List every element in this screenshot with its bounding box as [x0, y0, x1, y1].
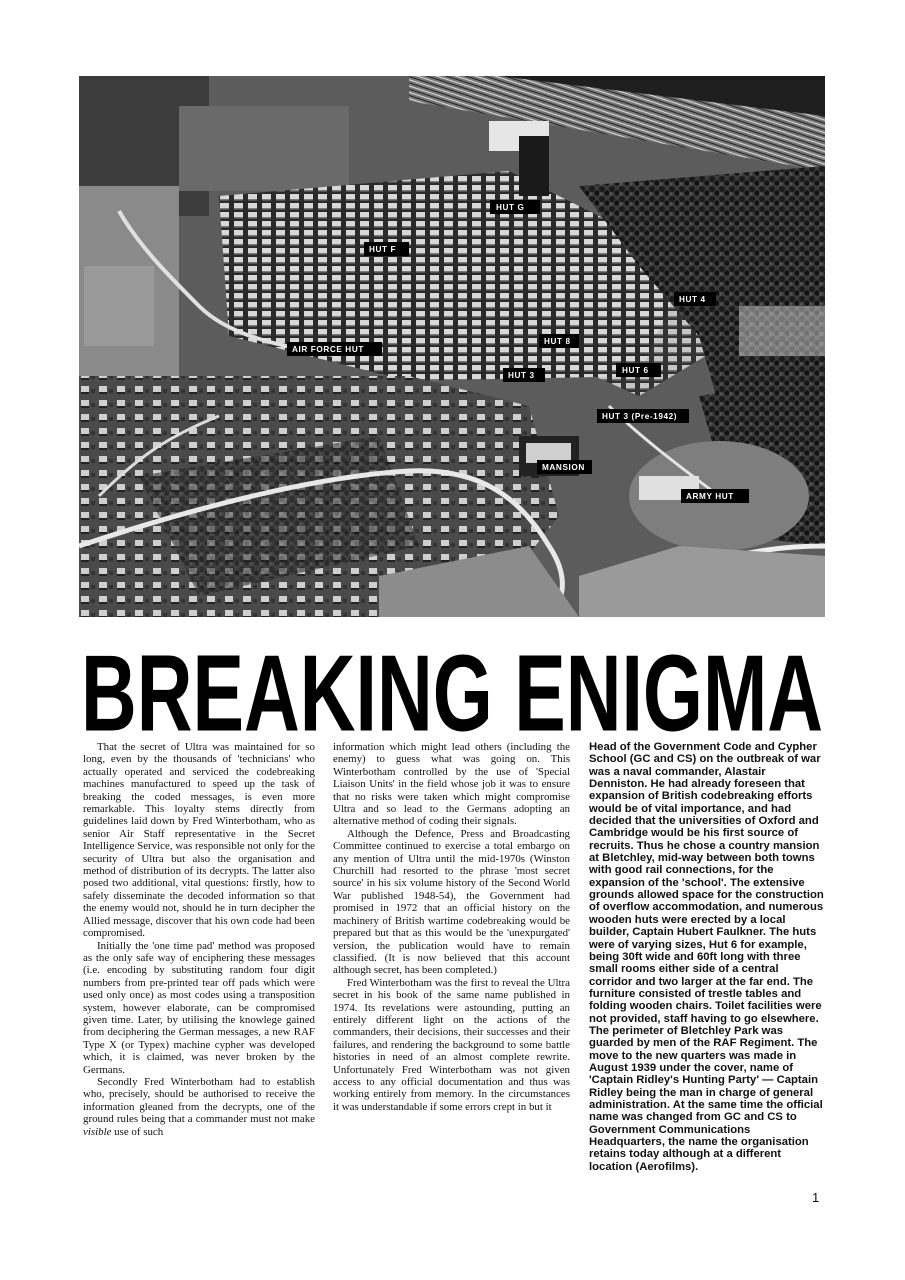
- article-column-1: [83, 741, 315, 1138]
- paragraph: Fred Winterbotham was the first to reveal the Ultra secret in his book of the same name published in 1974. Its revelations were astounding, putting an entirely different light on the actions of the commanders, their decisions, their successes and their failures, and rendering the background to some battle histories in need of an almost complete rewrite. Unfortunately Fred Winterbotham was not given access to any official documentation and thus was working entirely from memory. In the circumstances it was understandable if some errors crept in but it: [333, 976, 570, 1113]
- svg-text:HUT 8: HUT 8: [544, 337, 571, 346]
- paragraph: Initially the 'one time pad' method was proposed as the only safe way of enciphering these messages (i.e. encoding by substituting random four digit numbers from pre-printed tear off pads which were used only once) as most codes using a transposition system, however elaborate, can be compromised given time. Later, by utilising the knowlege gained from deciphering the German messages, a new RAF Type X (or Typex) machine cypher was developed which, it is claimed, was never broken by the Germans.: [83, 939, 315, 1076]
- label-hut-3-pre-1942: [597, 409, 689, 423]
- label-hut-4: [674, 292, 716, 306]
- label-hut-8: [539, 334, 579, 348]
- svg-text:HUT 4: HUT 4: [679, 295, 706, 304]
- svg-text:BREAKING ENIGMA: BREAKING ENIGMA: [80, 632, 823, 736]
- label-army-hut: [681, 489, 749, 503]
- aerial-photograph: [79, 76, 825, 617]
- photo-caption-column: [589, 741, 825, 1173]
- label-air-force-hut: [287, 342, 382, 356]
- svg-text:MANSION: MANSION: [542, 463, 585, 472]
- paragraph: Although the Defence, Press and Broadcasting Committee continued to exercise a total embargo on any mention of Ultra until the mid-1970s (Winston Churchill had resorted to the phrase 'most secret source' in his six volume history of the Second World War published 1948-54), the Government had promised in 1972 that an official history on the machinery of British wartime codebreaking would be prepared but that as this would be the 'unexpurgated' version, the publication would have to remain classified. (It is now believed that this account although secret, has been completed.): [333, 827, 570, 977]
- page-number: 1: [812, 1190, 820, 1205]
- label-mansion: [537, 460, 592, 474]
- emphasis: visible: [83, 1125, 112, 1138]
- headline: [79, 624, 825, 736]
- paragraph: That the secret of Ultra was maintained for so long, even by the thousands of 'technicians' who actually operated and serviced the codebreaking machines manufactured to speed up the task of breaking the coded messages, is even more remarkable. This loyalty stems directly from guidelines laid down by Fred Winterbotham, who as senior Air Staff representative in the Secret Intelligence Service, was responsible not only for the security of Ultra but also the organisation and method of distribution of its decrypts. The latter also posed two additional, vital questions: firstly, how to safely disseminate the decoded information so that the enemy would not, should he in turn decipher the Allied message, discover that his own code had been compromised.: [83, 741, 315, 940]
- paragraph: Secondly Fred Winterbotham had to establish who, precisely, should be authorised to receive the information gleaned from the decrypts, one of the ground rules being that a commander must not make visible use of such: [83, 1075, 315, 1138]
- label-hut-3: [503, 368, 545, 382]
- label-hut-f: [364, 242, 409, 256]
- paragraph: information which might lead others (including the enemy) to guess what was going on. This Winterbotham controlled by the use of 'Special Liaison Units' in the field whose job it was to ensure that no risks were taken which might compromise Ultra and so lead to the Germans adopting an alternative method of coding their signals.: [333, 741, 570, 828]
- svg-text:ARMY HUT: ARMY HUT: [686, 492, 734, 501]
- svg-text:HUT 3: HUT 3: [508, 371, 535, 380]
- svg-text:HUT F: HUT F: [369, 245, 397, 254]
- label-hut-6: [616, 363, 661, 377]
- svg-text:AIR FORCE HUT: AIR FORCE HUT: [292, 345, 364, 354]
- label-hut-g: [490, 200, 540, 214]
- caption-paragraph: Head of the Government Code and Cypher School (GC and CS) on the outbreak of war was a naval commander, Alastair Denniston. He had already foreseen that expansion of British codebreaking efforts would be of vital importance, and had decided that the universities of Oxford and Cambridge would be his first source of recruits. Thus he chose a country mansion at Bletchley, mid-way between both towns with good rail connections, for the expansion of the 'school'. The extensive grounds allowed space for the construction of overflow accommodation, and numerous wooden huts were erected by a local builder, Captain Hubert Faulkner. The huts were of varying sizes, Hut 6 for example, being 30ft wide and 60ft long with three small rooms either side of a central corridor and two larger at the far end. The furniture consisted of trestle tables and folding wooden chairs. Toilet facilities were not provided, staff having to go elsewhere. The perimeter of Bletchley Park was guarded by men of the RAF Regiment. The move to the new quarters was made in August 1939 under the cover, name of 'Captain Ridley's Hunting Party' — Captain Ridley being the man in charge of general administration. At the same time the official name was changed from GC and CS to Government Communications Headquarters, the name the organisation retains today although at a different location (Aerofilms).: [589, 741, 824, 1173]
- article-column-2: [333, 741, 570, 1113]
- svg-text:HUT G: HUT G: [496, 203, 525, 212]
- svg-text:HUT 3 (Pre-1942): HUT 3 (Pre-1942): [602, 412, 678, 421]
- svg-text:HUT 6: HUT 6: [622, 366, 649, 375]
